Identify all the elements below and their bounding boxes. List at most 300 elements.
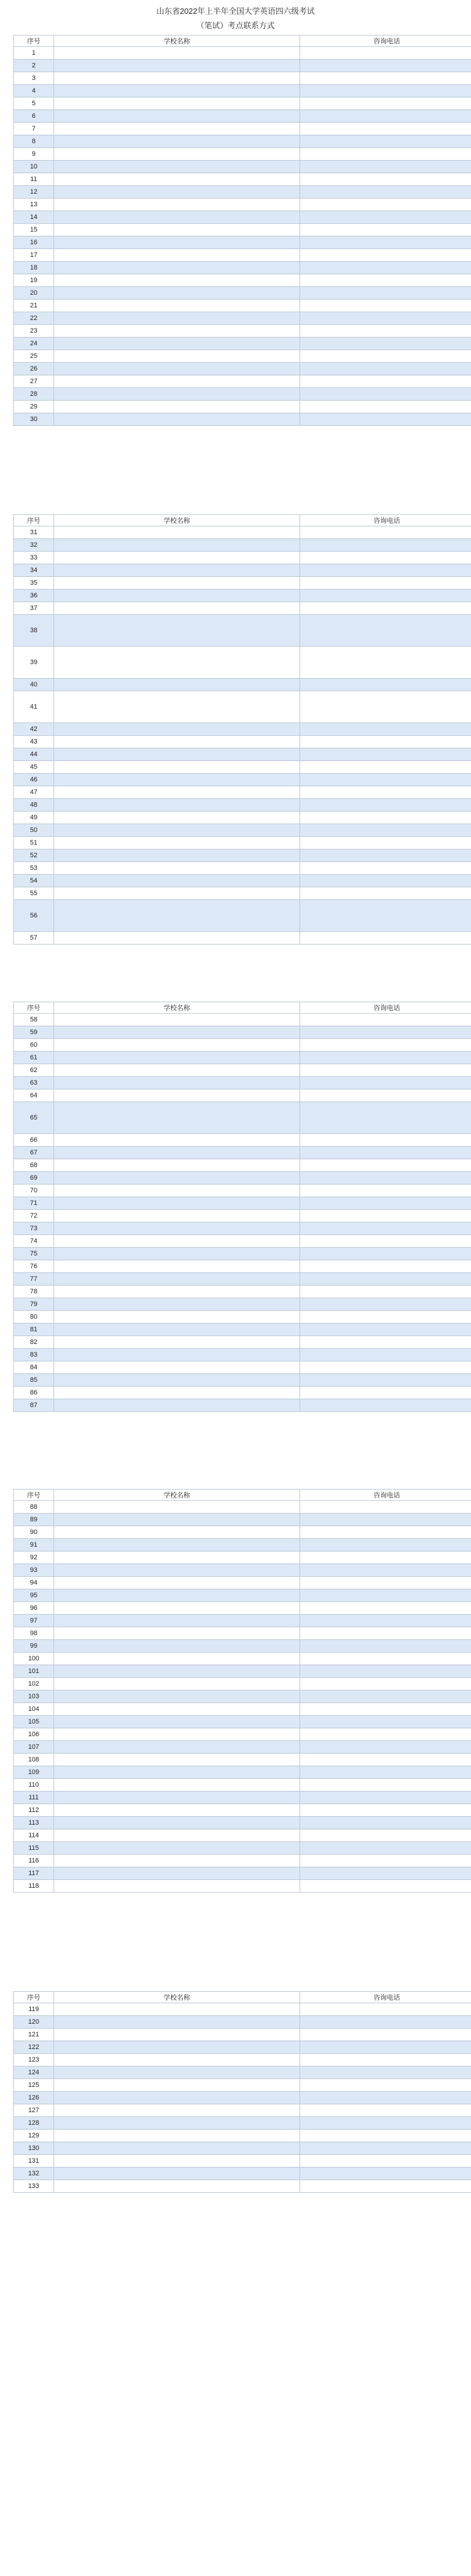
- school-name: [54, 1690, 300, 1703]
- contact-phone: [300, 1842, 471, 1855]
- table-row: [14, 1829, 471, 1842]
- table-row: [14, 761, 471, 774]
- table-row: [14, 1855, 471, 1867]
- row-index: 10: [14, 161, 54, 173]
- row-index: 3: [14, 72, 54, 85]
- row-index: 98: [14, 1627, 54, 1640]
- table-row: [14, 552, 471, 564]
- table-row: [14, 679, 471, 691]
- table-row: [14, 47, 471, 60]
- row-index: 13: [14, 199, 54, 211]
- school-name: [54, 1235, 300, 1248]
- school-name: [54, 2016, 300, 2029]
- contact-phone: [300, 1026, 471, 1039]
- table-row: [14, 647, 471, 679]
- row-index: 8: [14, 135, 54, 148]
- row-index: 121: [14, 2029, 54, 2041]
- table-row: [14, 274, 471, 287]
- table-row: [14, 60, 471, 72]
- school-name: [54, 932, 300, 944]
- table-row: [14, 1077, 471, 1089]
- table-block-4: [13, 1489, 457, 1893]
- row-index: 116: [14, 1855, 54, 1867]
- row-index: 63: [14, 1077, 54, 1089]
- contact-phone: [300, 211, 471, 224]
- school-name: [54, 249, 300, 262]
- school-name: [54, 1804, 300, 1817]
- row-index: 130: [14, 2142, 54, 2155]
- school-name: [54, 1064, 300, 1077]
- contact-phone: [300, 1615, 471, 1627]
- row-index: 73: [14, 1222, 54, 1235]
- school-name: [54, 1514, 300, 1526]
- row-index: 69: [14, 1172, 54, 1185]
- contact-phone: [300, 262, 471, 274]
- school-name: [54, 1260, 300, 1273]
- school-name: [54, 236, 300, 249]
- contact-phone: [300, 1311, 471, 1323]
- row-index: 89: [14, 1514, 54, 1526]
- contact-phone: [300, 1273, 471, 1286]
- row-index: 82: [14, 1336, 54, 1349]
- school-name: [54, 1039, 300, 1052]
- table-row: [14, 1728, 471, 1741]
- row-index: 27: [14, 375, 54, 388]
- table-row: [14, 1336, 471, 1349]
- school-name: [54, 691, 300, 723]
- contact-phone: [300, 350, 471, 363]
- table-row: [14, 736, 471, 748]
- school-name: [54, 1134, 300, 1147]
- row-index: 123: [14, 2054, 54, 2066]
- school-name: [54, 60, 300, 72]
- header-phone: 咨询电话: [300, 1490, 471, 1501]
- contact-phone: [300, 1539, 471, 1551]
- school-name: [54, 1678, 300, 1690]
- contact-table: [13, 1002, 471, 1412]
- table-row: [14, 1222, 471, 1235]
- school-name: [54, 173, 300, 186]
- school-name: [54, 1792, 300, 1804]
- contact-phone: [300, 2054, 471, 2066]
- contact-phone: [300, 691, 471, 723]
- school-name: [54, 388, 300, 401]
- row-index: 47: [14, 786, 54, 799]
- school-name: [54, 1077, 300, 1089]
- table-row: [14, 1779, 471, 1792]
- row-index: 81: [14, 1323, 54, 1336]
- table-row: [14, 2029, 471, 2041]
- school-name: [54, 1829, 300, 1842]
- row-index: 109: [14, 1766, 54, 1779]
- contact-phone: [300, 186, 471, 199]
- row-index: 7: [14, 123, 54, 135]
- row-index: 113: [14, 1817, 54, 1829]
- contact-phone: [300, 224, 471, 236]
- table-row: [14, 1185, 471, 1197]
- row-index: 105: [14, 1716, 54, 1728]
- row-index: 133: [14, 2180, 54, 2193]
- row-index: 37: [14, 602, 54, 615]
- table-row: [14, 1039, 471, 1052]
- table-header-row: [14, 1002, 471, 1014]
- row-index: 117: [14, 1867, 54, 1880]
- contact-phone: [300, 1855, 471, 1867]
- contact-table: [13, 1991, 471, 2193]
- contact-phone: [300, 526, 471, 539]
- row-index: 65: [14, 1102, 54, 1134]
- table-row: [14, 236, 471, 249]
- row-index: 79: [14, 1298, 54, 1311]
- row-index: 102: [14, 1678, 54, 1690]
- row-index: 23: [14, 325, 54, 337]
- row-index: 64: [14, 1089, 54, 1102]
- contact-phone: [300, 1014, 471, 1026]
- row-index: 50: [14, 824, 54, 837]
- contact-phone: [300, 312, 471, 325]
- school-name: [54, 849, 300, 862]
- contact-phone: [300, 602, 471, 615]
- contact-phone: [300, 1248, 471, 1260]
- header-school: 学校名称: [54, 1002, 300, 1014]
- contact-phone: [300, 2092, 471, 2104]
- table-row: [14, 932, 471, 944]
- school-name: [54, 1501, 300, 1514]
- school-name: [54, 2117, 300, 2130]
- row-index: 16: [14, 236, 54, 249]
- school-name: [54, 1551, 300, 1564]
- table-block-1: [13, 35, 457, 426]
- contact-phone: [300, 1399, 471, 1412]
- row-index: 125: [14, 2079, 54, 2092]
- school-name: [54, 337, 300, 350]
- row-index: 58: [14, 1014, 54, 1026]
- header-school: 学校名称: [54, 35, 300, 47]
- row-index: 52: [14, 849, 54, 862]
- school-name: [54, 526, 300, 539]
- header-index: 序号: [14, 35, 54, 47]
- contact-phone: [300, 812, 471, 824]
- row-index: 20: [14, 287, 54, 300]
- row-index: 4: [14, 85, 54, 97]
- row-index: 53: [14, 862, 54, 875]
- contact-phone: [300, 2104, 471, 2117]
- table-row: [14, 1052, 471, 1064]
- table-row: [14, 85, 471, 97]
- contact-phone: [300, 135, 471, 148]
- contact-phone: [300, 647, 471, 679]
- contact-phone: [300, 1589, 471, 1602]
- row-index: 66: [14, 1134, 54, 1147]
- school-name: [54, 761, 300, 774]
- contact-phone: [300, 1829, 471, 1842]
- row-index: 31: [14, 526, 54, 539]
- contact-phone: [300, 1577, 471, 1589]
- table-row: [14, 1615, 471, 1627]
- table-header-row: [14, 515, 471, 526]
- contact-phone: [300, 1077, 471, 1089]
- contact-phone: [300, 1064, 471, 1077]
- contact-phone: [300, 1804, 471, 1817]
- contact-phone: [300, 199, 471, 211]
- school-name: [54, 1589, 300, 1602]
- school-name: [54, 1248, 300, 1260]
- contact-phone: [300, 148, 471, 161]
- school-name: [54, 1172, 300, 1185]
- school-name: [54, 564, 300, 577]
- contact-phone: [300, 1766, 471, 1779]
- school-name: [54, 539, 300, 552]
- contact-phone: [300, 679, 471, 691]
- school-name: [54, 413, 300, 426]
- row-index: 56: [14, 900, 54, 932]
- school-name: [54, 1653, 300, 1665]
- school-name: [54, 1741, 300, 1754]
- table-row: [14, 1867, 471, 1880]
- table-row: [14, 2079, 471, 2092]
- table-row: [14, 1361, 471, 1374]
- contact-phone: [300, 401, 471, 413]
- school-name: [54, 363, 300, 375]
- school-name: [54, 1842, 300, 1855]
- school-name: [54, 287, 300, 300]
- table-row: [14, 1514, 471, 1526]
- table-row: [14, 748, 471, 761]
- school-name: [54, 1159, 300, 1172]
- table-row: [14, 1577, 471, 1589]
- table-header-row: [14, 1490, 471, 1501]
- table-row: [14, 1564, 471, 1577]
- table-row: [14, 1842, 471, 1855]
- row-index: 15: [14, 224, 54, 236]
- school-name: [54, 1273, 300, 1286]
- table-row: [14, 1804, 471, 1817]
- row-index: 124: [14, 2066, 54, 2079]
- row-index: 32: [14, 539, 54, 552]
- school-name: [54, 875, 300, 887]
- contact-phone: [300, 2079, 471, 2092]
- school-name: [54, 300, 300, 312]
- contact-phone: [300, 1374, 471, 1387]
- row-index: 39: [14, 647, 54, 679]
- row-index: 129: [14, 2130, 54, 2142]
- contact-phone: [300, 1052, 471, 1064]
- row-index: 42: [14, 723, 54, 736]
- table-row: [14, 887, 471, 900]
- row-index: 49: [14, 812, 54, 824]
- school-name: [54, 837, 300, 849]
- table-row: [14, 900, 471, 932]
- school-name: [54, 1311, 300, 1323]
- school-name: [54, 2142, 300, 2155]
- school-name: [54, 2041, 300, 2054]
- row-index: 76: [14, 1260, 54, 1273]
- school-name: [54, 774, 300, 786]
- contact-phone: [300, 1728, 471, 1741]
- contact-phone: [300, 761, 471, 774]
- table-row: [14, 224, 471, 236]
- contact-phone: [300, 2003, 471, 2016]
- table-row: [14, 1880, 471, 1893]
- row-index: 115: [14, 1842, 54, 1855]
- row-index: 5: [14, 97, 54, 110]
- school-name: [54, 375, 300, 388]
- row-index: 87: [14, 1399, 54, 1412]
- table-row: [14, 148, 471, 161]
- school-name: [54, 748, 300, 761]
- contact-phone: [300, 1817, 471, 1829]
- row-index: 25: [14, 350, 54, 363]
- table-block-3: [13, 1002, 457, 1412]
- contact-phone: [300, 1159, 471, 1172]
- table-row: [14, 1260, 471, 1273]
- contact-phone: [300, 72, 471, 85]
- school-name: [54, 887, 300, 900]
- contact-phone: [300, 1298, 471, 1311]
- row-index: 122: [14, 2041, 54, 2054]
- school-name: [54, 161, 300, 173]
- table-row: [14, 375, 471, 388]
- header-index: 序号: [14, 515, 54, 526]
- row-index: 118: [14, 1880, 54, 1893]
- table-row: [14, 1703, 471, 1716]
- school-name: [54, 199, 300, 211]
- header-school: 学校名称: [54, 1490, 300, 1501]
- school-name: [54, 824, 300, 837]
- row-index: 96: [14, 1602, 54, 1615]
- contact-phone: [300, 723, 471, 736]
- row-index: 18: [14, 262, 54, 274]
- contact-table: [13, 514, 471, 944]
- contact-phone: [300, 1185, 471, 1197]
- row-index: 21: [14, 300, 54, 312]
- table-row: [14, 1159, 471, 1172]
- school-name: [54, 110, 300, 123]
- school-name: [54, 1817, 300, 1829]
- contact-phone: [300, 1349, 471, 1361]
- table-row: [14, 799, 471, 812]
- school-name: [54, 1665, 300, 1678]
- contact-phone: [300, 1102, 471, 1134]
- table-row: [14, 363, 471, 375]
- table-row: [14, 1014, 471, 1026]
- table-row: [14, 1399, 471, 1412]
- contact-phone: [300, 2142, 471, 2155]
- school-name: [54, 1526, 300, 1539]
- school-name: [54, 679, 300, 691]
- table-row: [14, 249, 471, 262]
- contact-phone: [300, 300, 471, 312]
- row-index: 72: [14, 1210, 54, 1222]
- table-row: [14, 615, 471, 647]
- row-index: 104: [14, 1703, 54, 1716]
- school-name: [54, 97, 300, 110]
- row-index: 88: [14, 1501, 54, 1514]
- table-row: [14, 1665, 471, 1678]
- school-name: [54, 1286, 300, 1298]
- school-name: [54, 2155, 300, 2168]
- school-name: [54, 1880, 300, 1893]
- row-index: 103: [14, 1690, 54, 1703]
- table-row: [14, 723, 471, 736]
- table-row: [14, 1602, 471, 1615]
- contact-phone: [300, 1754, 471, 1766]
- contact-phone: [300, 590, 471, 602]
- table-row: [14, 1235, 471, 1248]
- table-row: [14, 1286, 471, 1298]
- school-name: [54, 2029, 300, 2041]
- school-name: [54, 1602, 300, 1615]
- table-row: [14, 161, 471, 173]
- table-row: [14, 1653, 471, 1665]
- contact-table: [13, 35, 471, 426]
- table-row: [14, 401, 471, 413]
- contact-phone: [300, 1779, 471, 1792]
- row-index: 61: [14, 1052, 54, 1064]
- row-index: 22: [14, 312, 54, 325]
- school-name: [54, 1336, 300, 1349]
- row-index: 38: [14, 615, 54, 647]
- table-row: [14, 312, 471, 325]
- table-row: [14, 590, 471, 602]
- contact-phone: [300, 1741, 471, 1754]
- row-index: 132: [14, 2168, 54, 2180]
- row-index: 26: [14, 363, 54, 375]
- contact-phone: [300, 97, 471, 110]
- table-block-5: [13, 1991, 457, 2193]
- table-row: [14, 1134, 471, 1147]
- school-name: [54, 1867, 300, 1880]
- contact-phone: [300, 1564, 471, 1577]
- table-row: [14, 1147, 471, 1159]
- contact-phone: [300, 1197, 471, 1210]
- row-index: 45: [14, 761, 54, 774]
- row-index: 6: [14, 110, 54, 123]
- header-phone: 咨询电话: [300, 35, 471, 47]
- contact-phone: [300, 932, 471, 944]
- contact-phone: [300, 1880, 471, 1893]
- contact-phone: [300, 837, 471, 849]
- table-row: [14, 786, 471, 799]
- row-index: 90: [14, 1526, 54, 1539]
- table-row: [14, 564, 471, 577]
- row-index: 131: [14, 2155, 54, 2168]
- school-name: [54, 1564, 300, 1577]
- row-index: 93: [14, 1564, 54, 1577]
- table-row: [14, 2155, 471, 2168]
- school-name: [54, 2104, 300, 2117]
- school-name: [54, 1102, 300, 1134]
- contact-table: [13, 1489, 471, 1893]
- contact-phone: [300, 123, 471, 135]
- row-index: 9: [14, 148, 54, 161]
- row-index: 86: [14, 1387, 54, 1399]
- school-name: [54, 1323, 300, 1336]
- contact-phone: [300, 1039, 471, 1052]
- school-name: [54, 224, 300, 236]
- row-index: 36: [14, 590, 54, 602]
- row-index: 57: [14, 932, 54, 944]
- table-row: [14, 2130, 471, 2142]
- table-row: [14, 1311, 471, 1323]
- school-name: [54, 2079, 300, 2092]
- row-index: 83: [14, 1349, 54, 1361]
- school-name: [54, 647, 300, 679]
- table-row: [14, 2066, 471, 2079]
- table-row: [14, 1551, 471, 1564]
- school-name: [54, 1052, 300, 1064]
- school-name: [54, 723, 300, 736]
